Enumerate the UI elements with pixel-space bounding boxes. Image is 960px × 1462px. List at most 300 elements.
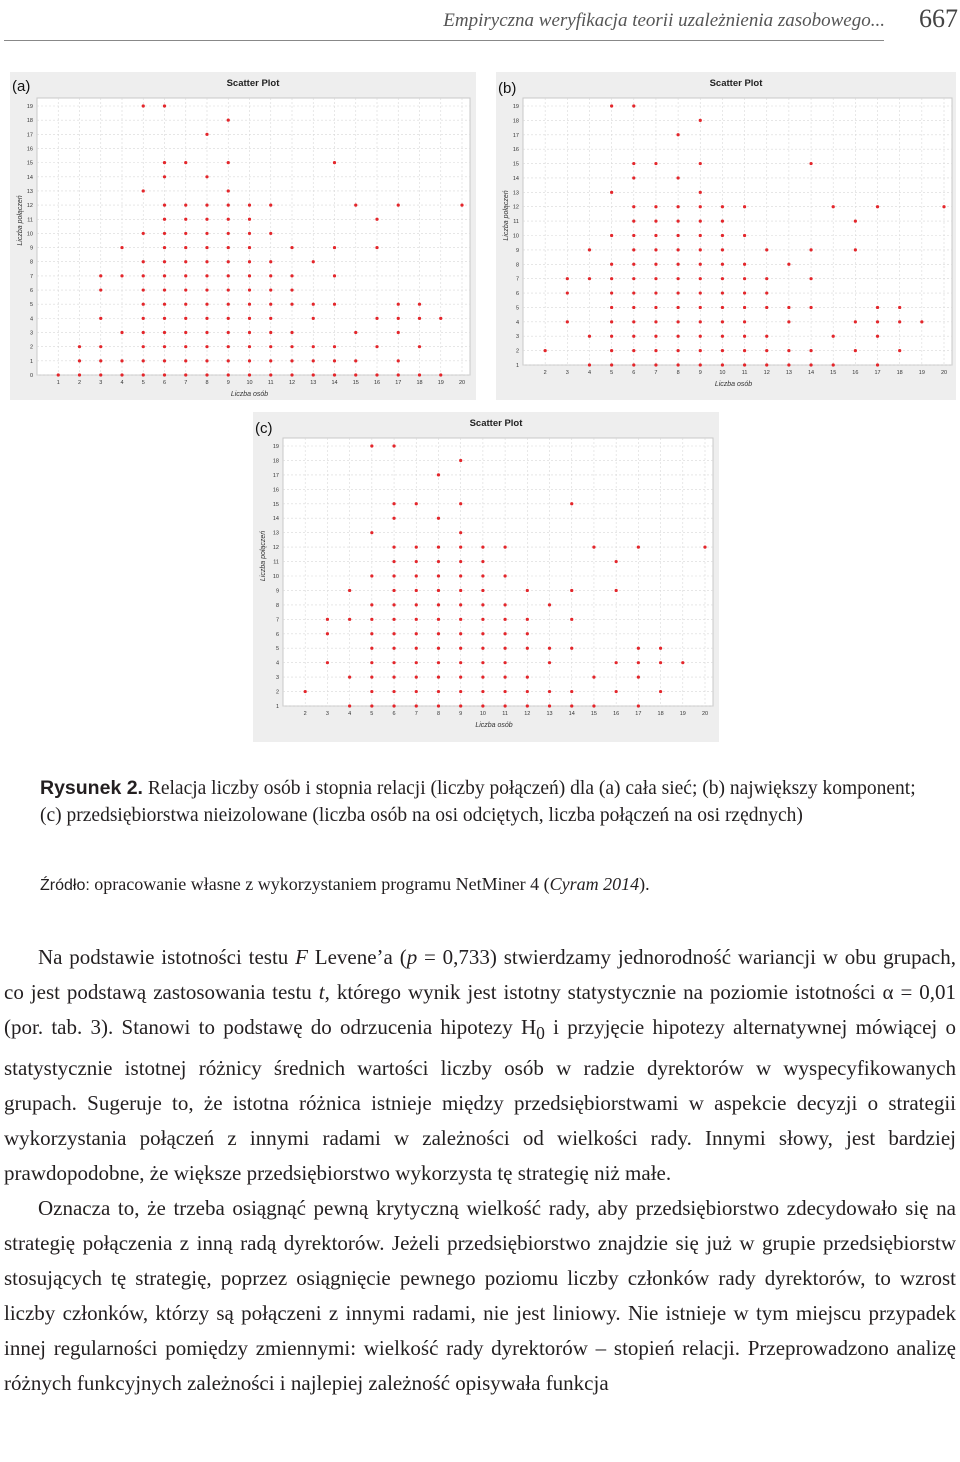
data-point <box>526 676 529 679</box>
y-tick-label: 18 <box>512 118 519 125</box>
data-point <box>566 320 569 323</box>
data-point <box>699 205 702 208</box>
data-point <box>392 589 395 592</box>
p1-text-d: , którego wynik jest istotny statystycznie na poziomie istotności α = 0,01 (por. tab. 3). Stanowi to podstawę do odrzucenia hipotezy H <box>4 980 957 1039</box>
data-point <box>290 345 293 348</box>
data-point <box>290 288 293 291</box>
data-point <box>227 246 230 249</box>
data-point <box>743 205 746 208</box>
data-point <box>610 104 613 107</box>
data-point <box>415 502 418 505</box>
data-point <box>610 263 613 266</box>
x-tick-label: 3 <box>565 370 569 376</box>
plot-area <box>283 438 713 706</box>
data-point <box>205 246 208 249</box>
data-point <box>588 277 591 280</box>
figure-source <box>40 874 940 895</box>
y-tick-label: 9 <box>29 245 33 252</box>
data-point <box>437 574 440 577</box>
x-tick-label: 6 <box>392 711 396 717</box>
data-point <box>637 704 640 707</box>
data-point <box>248 331 251 334</box>
data-point <box>269 288 272 291</box>
data-point <box>370 603 373 606</box>
data-point <box>632 291 635 294</box>
y-tick-label: 17 <box>26 132 33 139</box>
data-point <box>370 704 373 707</box>
data-point <box>743 306 746 309</box>
scatter-panel-a <box>10 72 476 400</box>
data-point <box>481 560 484 563</box>
data-point <box>699 349 702 352</box>
p2-text: Oznacza to, że trzeba osiągnąć pewną krytyczną wielkość rady, aby przedsiębiorstwo zdecydowało się na strategię połączenia z inną radą dyrektorów. Jeżeli przedsiębiorstwo znajdzie się już w grupie przedsiębiorstw stosujących tę strategię, poprzez osiągnięcie pewnego poziomu liczby członków rady dyrektorów, to wzrost liczby członków, którzy są połączeni z innymi radami, nie jest liniowy. Nie istnieje w tym miejscu przypadek innej regularności pomiędzy zmiennymi: wielkość rady dyrektorów – stopień relacji. Przeprowadzono analizę różnych funkcyjnych zależności i najlepiej zależność opisywała funkcja <box>4 1196 956 1396</box>
x-tick-label: 9 <box>459 711 463 717</box>
x-tick-label: 7 <box>414 711 418 717</box>
y-tick-label: 10 <box>512 233 519 240</box>
y-tick-label: 3 <box>29 330 33 337</box>
data-point <box>348 676 351 679</box>
data-point <box>876 306 879 309</box>
y-tick-label: 4 <box>275 660 279 667</box>
data-point <box>184 303 187 306</box>
data-point <box>142 232 145 235</box>
data-point <box>615 589 618 592</box>
data-point <box>205 204 208 207</box>
data-point <box>269 204 272 207</box>
data-point <box>205 274 208 277</box>
data-point <box>459 574 462 577</box>
data-point <box>654 277 657 280</box>
data-point <box>787 363 790 366</box>
data-point <box>765 291 768 294</box>
data-point <box>227 119 230 122</box>
x-tick-label: 14 <box>807 370 815 376</box>
p1-p: p <box>406 945 418 969</box>
data-point <box>588 335 591 338</box>
data-point <box>397 373 400 376</box>
data-point <box>459 546 462 549</box>
data-point <box>615 661 618 664</box>
x-tick-label: 4 <box>587 370 592 376</box>
data-point <box>743 363 746 366</box>
p1-text-c: = 0,733) stwierdzamy jednorodność wariancji w obu grupach, co jest podstawą zastosowania testu <box>4 945 956 1004</box>
data-point <box>269 331 272 334</box>
y-tick-label: 13 <box>512 190 519 197</box>
data-point <box>765 306 768 309</box>
data-point <box>269 303 272 306</box>
caption-text: Relacja liczby osób i stopnia relacji (liczby połączeń) dla (a) cała sieć; (b) największy komponent; (c) przedsiębiorstwa nieizolowane (liczba osób na osi odciętych, liczba połączeń na osi rzędnych) <box>40 778 916 826</box>
data-point <box>504 632 507 635</box>
data-point <box>548 661 551 664</box>
data-point <box>743 291 746 294</box>
data-point <box>418 303 421 306</box>
data-point <box>290 274 293 277</box>
y-tick-label: 6 <box>29 288 33 295</box>
data-point <box>437 618 440 621</box>
y-tick-label: 8 <box>29 259 33 266</box>
x-tick-label: 9 <box>226 380 230 386</box>
data-point <box>459 618 462 621</box>
x-tick-label: 15 <box>830 370 837 376</box>
data-point <box>354 373 357 376</box>
data-point <box>163 317 166 320</box>
data-point <box>632 220 635 223</box>
data-point <box>677 291 680 294</box>
data-point <box>415 661 418 664</box>
x-tick-label: 14 <box>331 380 338 386</box>
y-tick-label: 13 <box>26 188 33 195</box>
data-point <box>677 133 680 136</box>
y-tick-label: 1 <box>515 363 519 369</box>
data-point <box>163 345 166 348</box>
y-tick-label: 11 <box>513 219 519 226</box>
x-axis-label: Liczba osób <box>475 722 513 729</box>
data-point <box>721 234 724 237</box>
data-point <box>787 349 790 352</box>
data-point <box>548 690 551 693</box>
y-tick-label: 15 <box>272 501 279 508</box>
data-point <box>415 676 418 679</box>
data-point <box>290 303 293 306</box>
y-tick-label: 17 <box>272 472 279 479</box>
y-tick-label: 6 <box>275 631 279 638</box>
data-point <box>743 234 746 237</box>
data-point <box>269 274 272 277</box>
data-point <box>437 661 440 664</box>
scatter-plot-b <box>496 72 956 400</box>
data-point <box>659 661 662 664</box>
data-point <box>304 690 307 693</box>
y-tick-label: 9 <box>515 247 519 254</box>
data-point <box>184 331 187 334</box>
data-point <box>526 589 529 592</box>
data-point <box>392 661 395 664</box>
data-point <box>392 546 395 549</box>
y-tick-label: 5 <box>29 302 33 309</box>
data-point <box>415 704 418 707</box>
data-point <box>370 444 373 447</box>
data-point <box>99 373 102 376</box>
data-point <box>312 303 315 306</box>
data-point <box>227 274 230 277</box>
y-axis-label: Liczba połączeń <box>260 530 267 582</box>
data-point <box>375 373 378 376</box>
data-point <box>142 274 145 277</box>
x-tick-label: 12 <box>288 380 296 386</box>
data-point <box>397 331 400 334</box>
data-point <box>526 632 529 635</box>
data-point <box>570 647 573 650</box>
data-point <box>392 574 395 577</box>
data-point <box>348 589 351 592</box>
data-point <box>375 218 378 221</box>
x-tick-label: 20 <box>940 370 948 376</box>
data-point <box>677 306 680 309</box>
data-point <box>184 161 187 164</box>
data-point <box>370 647 373 650</box>
y-tick-label: 1 <box>29 358 33 365</box>
data-point <box>481 546 484 549</box>
data-point <box>312 345 315 348</box>
panel-label-b: (b) <box>498 80 517 97</box>
data-point <box>743 320 746 323</box>
data-point <box>632 205 635 208</box>
x-tick-label: 19 <box>918 370 925 376</box>
data-point <box>184 288 187 291</box>
data-point <box>677 220 680 223</box>
running-title: Empiryczna weryfikacja teorii uzależnienia zasobowego... <box>443 10 885 31</box>
y-tick-label: 19 <box>512 104 519 110</box>
data-point <box>703 546 706 549</box>
x-tick-label: 20 <box>701 711 709 717</box>
x-tick-label: 2 <box>303 711 307 717</box>
data-point <box>326 618 329 621</box>
x-tick-label: 17 <box>635 711 642 717</box>
data-point <box>699 320 702 323</box>
data-point <box>205 373 208 376</box>
y-tick-label: 2 <box>515 348 519 355</box>
y-tick-label: 10 <box>26 231 33 238</box>
data-point <box>481 647 484 650</box>
data-point <box>437 589 440 592</box>
x-tick-label: 15 <box>590 711 598 717</box>
data-point <box>659 647 662 650</box>
data-point <box>370 618 373 621</box>
data-point <box>632 162 635 165</box>
data-point <box>809 248 812 251</box>
data-point <box>370 690 373 693</box>
x-tick-label: 8 <box>205 380 209 386</box>
data-point <box>854 349 857 352</box>
x-tick-label: 7 <box>184 380 188 386</box>
data-point <box>290 373 293 376</box>
data-point <box>333 359 336 362</box>
y-tick-label: 11 <box>273 559 279 566</box>
data-point <box>120 331 123 334</box>
data-point <box>397 204 400 207</box>
data-point <box>920 320 923 323</box>
y-tick-label: 12 <box>512 204 519 211</box>
y-tick-label: 7 <box>29 273 33 280</box>
y-tick-label: 3 <box>275 675 279 682</box>
y-tick-label: 14 <box>272 516 279 523</box>
data-point <box>370 531 373 534</box>
y-tick-label: 18 <box>272 458 279 465</box>
data-point <box>681 661 684 664</box>
data-point <box>632 104 635 107</box>
data-point <box>290 331 293 334</box>
x-tick-label: 2 <box>77 380 82 386</box>
data-point <box>142 373 145 376</box>
data-point <box>459 676 462 679</box>
data-point <box>248 373 251 376</box>
data-point <box>721 335 724 338</box>
source-end: ). <box>639 874 650 894</box>
data-point <box>248 303 251 306</box>
y-tick-label: 19 <box>272 444 279 450</box>
data-point <box>721 363 724 366</box>
y-tick-label: 16 <box>512 147 519 154</box>
y-tick-label: 14 <box>26 174 33 181</box>
data-point <box>120 359 123 362</box>
x-tick-label: 1 <box>56 380 60 386</box>
x-tick-label: 15 <box>352 380 359 386</box>
y-tick-label: 2 <box>29 344 33 351</box>
data-point <box>677 363 680 366</box>
data-point <box>659 690 662 693</box>
data-point <box>592 546 595 549</box>
data-point <box>504 546 507 549</box>
p1-t: t <box>318 980 325 1004</box>
x-tick-label: 18 <box>657 711 664 717</box>
data-point <box>504 676 507 679</box>
data-point <box>248 274 251 277</box>
x-tick-label: 17 <box>874 370 881 376</box>
data-point <box>370 661 373 664</box>
data-point <box>677 320 680 323</box>
data-point <box>99 317 102 320</box>
data-point <box>699 277 702 280</box>
x-tick-label: 5 <box>370 711 374 717</box>
x-tick-label: 6 <box>162 380 167 386</box>
data-point <box>942 205 945 208</box>
data-point <box>326 661 329 664</box>
data-point <box>699 191 702 194</box>
x-tick-label: 13 <box>310 380 317 386</box>
data-point <box>632 320 635 323</box>
y-tick-label: 3 <box>515 334 519 341</box>
data-point <box>290 246 293 249</box>
data-point <box>269 373 272 376</box>
data-point <box>632 349 635 352</box>
data-point <box>142 359 145 362</box>
x-axis-label: Liczba osób <box>230 391 269 398</box>
data-point <box>876 335 879 338</box>
x-tick-label: 8 <box>436 711 441 717</box>
data-point <box>637 661 640 664</box>
data-point <box>375 345 378 348</box>
data-point <box>437 473 440 476</box>
data-point <box>548 704 551 707</box>
data-point <box>392 502 395 505</box>
data-point <box>721 205 724 208</box>
data-point <box>375 246 378 249</box>
data-point <box>699 220 702 223</box>
paragraph-2 <box>4 1191 956 1401</box>
data-point <box>437 704 440 707</box>
data-point <box>437 517 440 520</box>
data-point <box>654 320 657 323</box>
data-point <box>57 373 60 376</box>
data-point <box>248 260 251 263</box>
data-point <box>392 647 395 650</box>
data-point <box>184 204 187 207</box>
data-point <box>481 676 484 679</box>
data-point <box>227 317 230 320</box>
data-point <box>326 632 329 635</box>
p1-F: F <box>295 945 308 969</box>
data-point <box>227 359 230 362</box>
data-point <box>205 288 208 291</box>
data-point <box>397 317 400 320</box>
data-point <box>184 373 187 376</box>
data-point <box>765 349 768 352</box>
paragraph-1 <box>4 940 956 1191</box>
scatter-panel-b <box>496 72 956 400</box>
y-tick-label: 16 <box>26 146 33 153</box>
data-point <box>392 560 395 563</box>
data-point <box>142 317 145 320</box>
data-point <box>269 232 272 235</box>
data-point <box>699 263 702 266</box>
data-point <box>588 248 591 251</box>
y-tick-label: 5 <box>515 305 519 312</box>
data-point <box>370 632 373 635</box>
data-point <box>765 363 768 366</box>
scatter-plot-c <box>253 412 719 742</box>
data-point <box>205 331 208 334</box>
data-point <box>142 303 145 306</box>
data-point <box>120 274 123 277</box>
x-tick-label: 17 <box>395 380 402 386</box>
data-point <box>397 359 400 362</box>
y-tick-label: 19 <box>26 104 33 110</box>
x-tick-label: 6 <box>632 370 636 376</box>
page-number: 667 <box>919 4 958 33</box>
panel-label-c: (c) <box>255 420 273 437</box>
data-point <box>765 277 768 280</box>
data-point <box>227 288 230 291</box>
data-point <box>832 335 835 338</box>
x-tick-label: 3 <box>325 711 329 717</box>
data-point <box>610 320 613 323</box>
y-tick-label: 7 <box>275 617 279 624</box>
data-point <box>743 277 746 280</box>
data-point <box>654 349 657 352</box>
data-point <box>269 260 272 263</box>
data-point <box>437 690 440 693</box>
body-text <box>4 940 956 1401</box>
data-point <box>854 220 857 223</box>
data-point <box>544 349 547 352</box>
data-point <box>637 647 640 650</box>
running-header <box>0 6 960 42</box>
data-point <box>333 274 336 277</box>
data-point <box>654 335 657 338</box>
data-point <box>610 349 613 352</box>
x-tick-label: 19 <box>437 380 444 386</box>
data-point <box>184 260 187 263</box>
data-point <box>437 647 440 650</box>
data-point <box>99 345 102 348</box>
data-point <box>699 234 702 237</box>
y-tick-label: 11 <box>27 217 33 224</box>
data-point <box>227 204 230 207</box>
x-tick-label: 9 <box>698 370 702 376</box>
data-point <box>459 560 462 563</box>
data-point <box>333 373 336 376</box>
data-point <box>415 574 418 577</box>
data-point <box>654 363 657 366</box>
data-point <box>898 306 901 309</box>
x-tick-label: 10 <box>719 370 726 376</box>
x-tick-label: 11 <box>267 380 274 386</box>
x-tick-label: 5 <box>141 380 145 386</box>
data-point <box>459 632 462 635</box>
data-point <box>142 331 145 334</box>
data-point <box>504 704 507 707</box>
data-point <box>570 589 573 592</box>
